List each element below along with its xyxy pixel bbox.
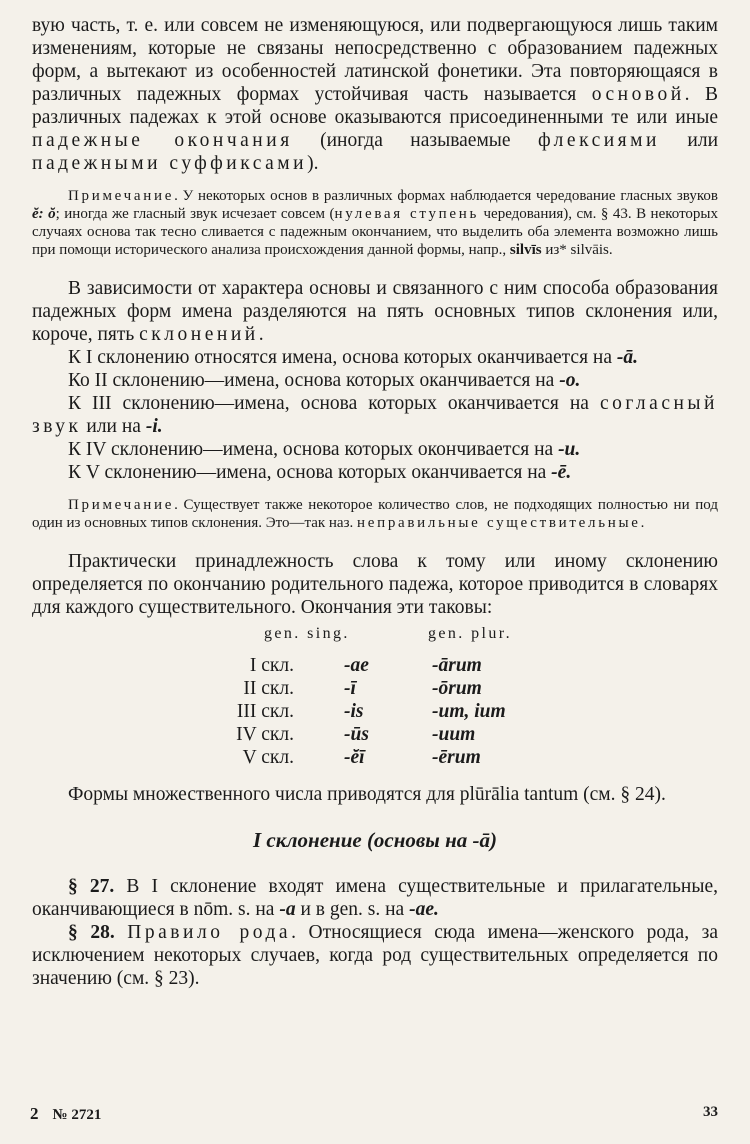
page-number: 33 bbox=[703, 1104, 718, 1120]
declension-2-line: Ко II склонению—имена, основа которых оканчивается на -o. bbox=[68, 370, 581, 391]
note-irregular: Примечание. Существует также некоторое количество слов, не подходящих полностью ни под один из основных типов склонения. Это—так наз. неправильные существительные. bbox=[32, 497, 718, 531]
endings-table bbox=[32, 625, 718, 773]
declension-3-line: К III склонению—имена, основа которых оканчивается на согласный звук или на -i. bbox=[32, 393, 718, 437]
paragraph-genitive: Практически принадлежность слова к тому или иному склонению определяется по окончанию родительного падежа, которое приводится в словарях для каждого существительного. Окончания эти таковы: bbox=[32, 551, 718, 618]
declension-5-line: К V склонению—имена, основа которых оканчивается на -ē. bbox=[68, 462, 572, 483]
paragraph-pluralia: Формы множественного числа приводятся для plūrālia tantum (см. § 24). bbox=[68, 784, 666, 805]
declension-1-line: К I склонению относятся имена, основа которых оканчивается на -ā. bbox=[68, 347, 639, 368]
table-row: IV скл. -ūs -uum bbox=[236, 724, 476, 745]
term-endings: падежные окончания bbox=[32, 130, 293, 151]
paragraph-s27: § 27. В I склонение входят имена существительные и прилагательные, оканчивающиеся в nōm. s. на -a и в gen. s. на -ae. bbox=[32, 876, 719, 920]
page-footer bbox=[30, 1104, 718, 1124]
note-alternation: Примечание. У некоторых основ в различных формах наблюдается чередование гласных звуков ĕ: ŏ; иногда же гласный звук исчезает совсем (нулевая ступень чередования), см. § 43. В некоторых случаях основа так тесно сливается с падежным окончанием, что выделить оба элемента возможно лишь при помощи исторического анализа происхождения данной формы, напр., silvīs из* silvāis. bbox=[32, 188, 718, 258]
term-flexii: флексиями bbox=[538, 130, 660, 151]
printer-signature: 2 № 2721 bbox=[30, 1104, 102, 1123]
paragraph-declensions: В зависимости от характера основы и связанного с ним способа образования падежных форм имена разделяются на пять основных типов склонения или, короче, пять склонений. bbox=[32, 278, 718, 345]
table-row: I скл. -ae -ārum bbox=[249, 655, 482, 676]
table-row: V скл. -ĕī -ērum bbox=[242, 747, 481, 768]
page-body bbox=[32, 14, 718, 990]
paragraph-s28: § 28. Правило рода. Относящиеся сюда имена—женского рода, за исключением некоторых случаев, когда род существительных определяется по значению (см. § 23). bbox=[32, 922, 719, 989]
paragraph-stem: вую часть, т. е. или совсем не изменяющуюся, или подвергающуюся лишь таким изменениям, которые не связаны непосредственно с образованием падежных форм, а вытекают из особенностей латинской фонетики. Эта повторяющаяся в различных падежных формах устойчивая часть называется основой. В различных падежах к этой основе оказываются присоединенными те или иные падежные окончания (иногда называемые флексиями или падежными суффиксами). bbox=[32, 15, 718, 174]
table-row: II скл. -ī -ōrum bbox=[243, 678, 482, 699]
section-number: § 27. bbox=[68, 876, 115, 897]
term-osnova: основой bbox=[591, 84, 685, 105]
table-row: III скл. -is -um, ium bbox=[236, 701, 506, 722]
section-heading: I склонение (основы на -ā) bbox=[252, 828, 498, 852]
header-gen-sing: gen. sing. bbox=[264, 625, 350, 642]
header-gen-plur: gen. plur. bbox=[428, 625, 512, 642]
term-suffixes: падежными суффиксами bbox=[32, 153, 308, 174]
section-number: § 28. bbox=[68, 922, 115, 943]
declension-4-line: К IV склонению—имена, основа которых окончивается на -u. bbox=[68, 439, 581, 460]
